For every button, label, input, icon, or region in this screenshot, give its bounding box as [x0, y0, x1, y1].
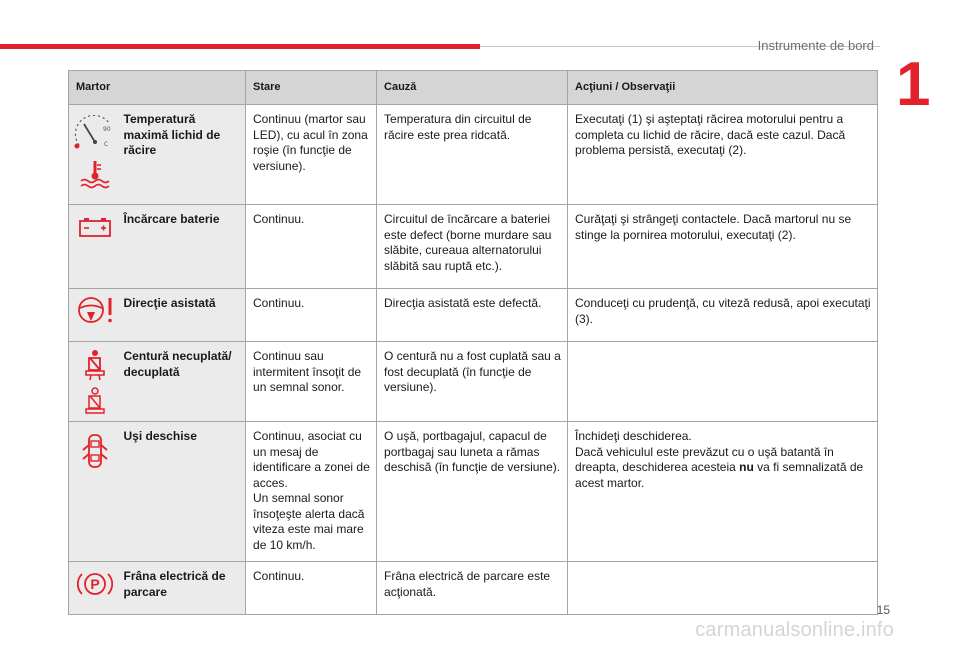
actiuni-cell: Executaţi (1) şi aşteptaţi răcirea motorului pentru a completa cu lichid de răcire, dacă este cazul. Dacă problema persistă, executaţi (2). — [568, 105, 878, 205]
warning-name: Temperatură maximă lichid de răcire — [122, 105, 246, 205]
cauza-cell: Circuitul de încărcare a bateriei este defect (borne murdare sau slăbite, cureaua alternatorului slăbită sau ruptă etc.). — [377, 205, 568, 289]
table-row — [69, 342, 878, 422]
actiuni-cell — [568, 342, 878, 422]
actiuni-cell — [568, 422, 878, 562]
table-header-row — [69, 71, 878, 105]
actiuni-text: va fi semnalizată de acest martor. — [575, 460, 864, 490]
icon-cell — [69, 422, 122, 562]
power-steering-icon — [75, 295, 115, 325]
icon-cell — [69, 105, 122, 205]
cauza-cell: Frâna electrică de parcare este acţionată. — [377, 562, 568, 615]
actiuni-emphasis: nu — [739, 460, 754, 474]
warning-name: Centură necuplată/ decuplată — [122, 342, 246, 422]
stare-cell — [246, 422, 377, 562]
header-accent-bar — [0, 44, 480, 49]
cauza-cell: Direcţia asistată este defectă. — [377, 289, 568, 342]
table-row — [69, 105, 878, 205]
section-title: Instrumente de bord — [757, 38, 874, 53]
battery-icon — [78, 216, 112, 238]
actiuni-line — [575, 445, 871, 492]
svg-text:C: C — [104, 141, 109, 148]
actiuni-cell — [568, 562, 878, 615]
actiuni-line: Închideţi deschiderea. — [575, 429, 692, 443]
icon-cell — [69, 205, 122, 289]
stare-line: Un semnal sonor însoţeşte alerta dacă viteza este mai mare de 10 km/h. — [253, 491, 365, 552]
column-header-cauza: Cauză — [377, 71, 568, 105]
stare-cell: Continuu sau intermitent însoţit de un semnal sonor. — [246, 342, 377, 422]
open-doors-icon — [80, 432, 110, 470]
actiuni-text: Dacă vehiculul este prevăzut cu o uşă batantă în dreapta, deschiderea acesteia — [575, 444, 834, 474]
column-header-martor: Martor — [69, 71, 246, 105]
cauza-cell: O centură nu a fost cuplată sau a fost decuplată (în funcţie de versiune). — [377, 342, 568, 422]
svg-text:P: P — [90, 576, 100, 592]
stare-cell: Continuu. — [246, 289, 377, 342]
icon-cell — [69, 562, 122, 615]
watermark: carmanualsonline.info — [695, 619, 894, 641]
table-row — [69, 289, 878, 342]
warning-lights-table — [68, 70, 878, 615]
actiuni-cell: Curăţaţi şi strângeţi contactele. Dacă martorul nu se stinge la pornirea motorului, executaţi (2). — [568, 205, 878, 289]
table-row — [69, 562, 878, 615]
warning-name: Uşi deschise — [122, 422, 246, 562]
chapter-number: 1 — [896, 50, 931, 119]
stare-cell: Continuu (martor sau LED), cu acul în zona roşie (în funcţie de versiune). — [246, 105, 377, 205]
coolant-temperature-gauge-icon — [73, 115, 117, 151]
svg-text:90: 90 — [103, 126, 111, 133]
stare-cell: Continuu. — [246, 205, 377, 289]
coolant-temperature-icon — [78, 159, 112, 189]
warning-name: Frâna electrică de parcare — [122, 562, 246, 615]
stare-line: Continuu, asociat cu un mesaj de identificare a zonei de acces. — [253, 429, 370, 490]
table-row — [69, 422, 878, 562]
seatbelt-rear-icon — [82, 387, 108, 417]
actiuni-cell: Conduceţi cu prudenţă, cu viteză redusă, apoi executaţi (3). — [568, 289, 878, 342]
table-row — [69, 205, 878, 289]
column-header-stare: Stare — [246, 71, 377, 105]
icon-cell — [69, 342, 122, 422]
warning-name: Încărcare baterie — [122, 205, 246, 289]
seatbelt-front-icon — [82, 349, 108, 381]
stare-cell: Continuu. — [246, 562, 377, 615]
electric-parking-brake-icon — [75, 569, 115, 599]
page-number: 15 — [876, 603, 890, 617]
cauza-cell: Temperatura din circuitul de răcire este prea ridcată. — [377, 105, 568, 205]
icon-cell — [69, 289, 122, 342]
column-header-actiuni: Acţiuni / Observaţii — [568, 71, 878, 105]
warning-name: Direcţie asistată — [122, 289, 246, 342]
cauza-cell: O uşă, portbagajul, capacul de portbagaj sau luneta a rămas deschisă (în funcţie de versiune). — [377, 422, 568, 562]
